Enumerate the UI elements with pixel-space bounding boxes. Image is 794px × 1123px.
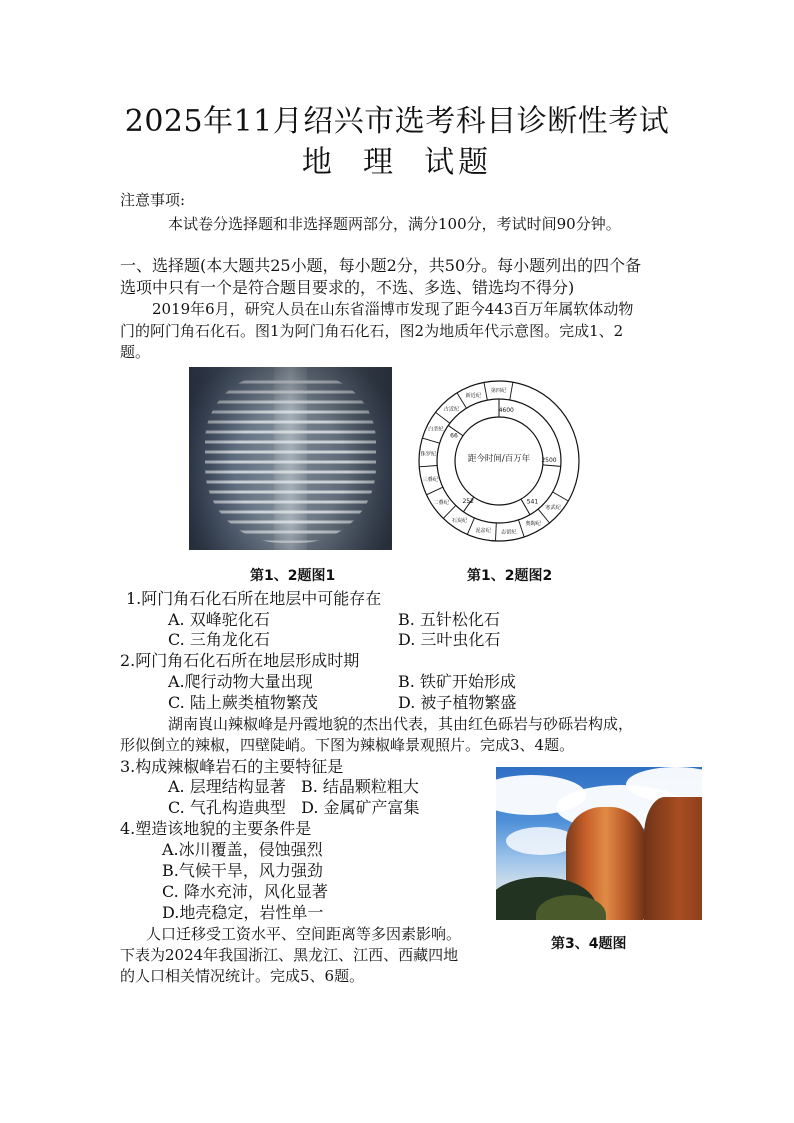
period-divider [510, 382, 513, 400]
cliff [644, 797, 702, 920]
period-divider [422, 438, 439, 443]
period-label: 石炭纪 [451, 518, 468, 525]
period-divider [426, 487, 442, 495]
passage2-line2: 形似倒立的辣椒，四壁陡峭。下图为辣椒峰景观照片。完成3、4题。 [120, 736, 575, 754]
ring-number: 252 [462, 497, 474, 505]
fossil-shade [189, 367, 392, 550]
q1-stem: 1.阿门角石化石所在地层中可能存在 [126, 589, 382, 608]
period-label: 泥盆纪 [475, 528, 491, 535]
period-divider [419, 466, 437, 467]
period-divider [496, 523, 497, 541]
period-label: 二叠纪 [433, 500, 449, 507]
q4-option-b: B.气候干旱，风力强劲 [162, 861, 323, 880]
period-label: 志留纪 [500, 529, 517, 536]
q4-stem: 4.塑造该地貌的主要条件是 [120, 819, 312, 838]
q1-option-b: B. 五针松化石 [398, 610, 500, 629]
q1-option-d: D. 三叶虫化石 [398, 630, 501, 649]
geologic-time-diagram [412, 365, 588, 555]
q2-stem: 2.阿门角石化石所在地层形成时期 [120, 651, 360, 670]
section1-line1: 一、选择题(本大题共25小题，每小题2分，共50分。每小题列出的四个备 [120, 256, 642, 275]
passage1-line1: 2019年6月，研究人员在山东省淄博市发现了距今443百万年属软体动物 [152, 300, 634, 318]
period-label: 新近纪 [465, 392, 482, 399]
fig34-caption: 第3、4题图 [551, 936, 627, 952]
q3-options-ab: A. 层理结构显著 B. 结晶颗粒粗大 [168, 777, 419, 796]
passage3-line1: 人口迁移受工资水平、空间距离等多因素影响。 [146, 925, 462, 943]
period-label: 奥陶纪 [525, 521, 541, 528]
period-label: 侏罗纪 [420, 451, 437, 458]
period-divider [443, 505, 456, 518]
passage1-line2: 门的阿门角石化石。图1为阿门角石化石，图2为地质年代示意图。完成1、2 [120, 322, 624, 340]
period-divider [467, 518, 474, 535]
ring-number: 66 [450, 432, 458, 440]
era-divider [543, 465, 561, 467]
period-label: 第四纪 [490, 388, 507, 395]
ring-number: 2500 [541, 456, 557, 464]
q4-option-a: A.冰川覆盖，侵蚀强烈 [162, 840, 323, 859]
q4-option-c: C. 降水充沛，风化显著 [162, 882, 328, 901]
q1-option-a: A. 双峰驼化石 [168, 610, 270, 629]
q1-option-c: C. 三角龙化石 [168, 630, 270, 649]
period-label: 白垩纪 [427, 426, 444, 433]
ring-number: 4600 [498, 407, 514, 415]
period-label: 寒武纪 [545, 505, 561, 512]
passage1-line3: 题。 [120, 343, 151, 361]
exam-title: 2025年11月绍兴市选考科目诊断性考试 [124, 104, 670, 139]
fossil-photo [189, 367, 392, 550]
period-divider [553, 492, 569, 501]
period-divider [519, 520, 525, 537]
q2-option-c: C. 陆上蕨类植物繁茂 [168, 693, 318, 712]
q3-options-cd: C. 气孔构造典型 D. 金属矿产富集 [168, 798, 420, 817]
passage3-line3: 的人口相关情况统计。完成5、6题。 [120, 967, 365, 985]
subject-title: 地 理 试题 [301, 145, 493, 180]
notice-heading: 注意事项: [120, 191, 186, 209]
center-label: 距今时间/百万年 [467, 454, 531, 464]
period-label: 古近纪 [443, 406, 460, 413]
ring-number: 541 [526, 498, 539, 506]
period-label: 三叠纪 [422, 476, 439, 483]
fig2-caption: 第1、2题图2 [467, 568, 553, 584]
period-divider [484, 382, 487, 400]
passage2-line1: 湖南崀山辣椒峰是丹霞地貌的杰出代表，其由红色砾岩与砂砾岩构成， [168, 715, 634, 733]
notice-body: 本试卷分选择题和非选择题两部分，满分100分，考试时间90分钟。 [168, 215, 621, 233]
chili-peak-photo [496, 767, 702, 920]
q2-option-b: B. 铁矿开始形成 [398, 672, 516, 691]
q2-option-d: D. 被子植物繁盛 [398, 693, 517, 712]
q4-option-d: D.地壳稳定，岩性单一 [162, 903, 324, 922]
q2-option-a: A.爬行动物大量出现 [168, 672, 313, 691]
section1-line2: 选项中只有一个是符合题目要求的，不选、多选、错选均不得分) [120, 278, 575, 297]
q3-stem: 3.构成辣椒峰岩石的主要特征是 [120, 757, 344, 776]
passage3-line2: 下表为2024年我国浙江、黑龙江、江西、西藏四地 [120, 946, 459, 964]
fig1-caption: 第1、2题图1 [250, 568, 336, 584]
period-divider [436, 412, 450, 423]
